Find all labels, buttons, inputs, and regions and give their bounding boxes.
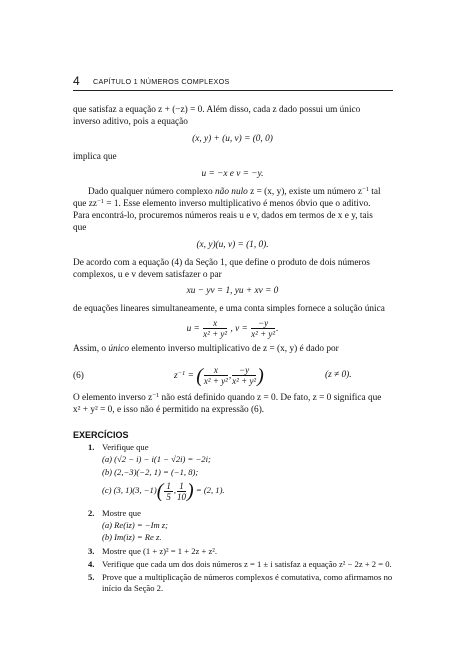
text-line: x² + y² = 0, e isso não é permitido na expressão (6). (73, 405, 265, 415)
text-line: complexos, u e v devem satisfazer o par (73, 270, 222, 280)
equation: u = −x e v = −y. (201, 169, 264, 179)
exercises-heading: EXERCÍCIOS (73, 430, 129, 440)
exercise-number: 4. (88, 559, 95, 569)
equation: xu − yv = 1, yu + xv = 0 (186, 286, 279, 296)
text-line: que satisfaz a equação z + (−z) = 0. Além disso, cada z dado possui um único (73, 105, 361, 115)
text-line: Dado qualquer número complexo não nulo z = (x, y), existe um número $z^{-1}$ tal (88, 186, 381, 197)
exercise-text: Prove que a multiplicação de números complexos é comutativa, como afirmamos no (102, 572, 393, 582)
text-line: Para encontrá-lo, procuremos números reais u e v, dados em termos de x e y, tais (73, 211, 373, 221)
exercise-text: Verifique que cada um dos dois números z = 1 ± i satisfaz a equação z² − 2z + 2 = 0. (102, 559, 392, 569)
text-line: implica que (73, 152, 117, 162)
text-line: de equações lineares simultaneamente, e uma conta simples fornece a solução única (73, 304, 385, 314)
text-line: Assim, o único elemento inverso multiplicativo de z = (x, y) é dado por (73, 344, 339, 354)
exercise-item: (b) (2,−3)(−2, 1) = (−1, 8); (102, 467, 199, 477)
text-line: que (73, 223, 87, 233)
text-line: que $zz^{-1} = 1$. Esse elemento inverso multiplicativo é menos óbvio que o aditivo. (73, 198, 371, 209)
exercise-text: Mostre que (1 + z)² = 1 + 2z + z². (102, 546, 217, 556)
equation: (x, y) + (u, v) = (0, 0) (192, 134, 273, 144)
text-line: De acordo com a equação (4) da Seção 1, que define o produto de dois números (73, 258, 370, 268)
equation: $z^{-1}$ = ( $\frac{x}{\text{x² + y²}}$ , $\frac{-y}{\text{x² + y²}}$ ) (174, 364, 264, 387)
chapter-title: CAPÍTULO 1 NÚMEROS COMPLEXOS (93, 77, 230, 86)
exercise-number: 1. (88, 442, 95, 452)
exercise-item: (a) Re(iz) = −Im z; (102, 520, 169, 530)
exercise-item: (c) (3, 1)(3, −1)( $\frac{1}{5}$ , $\frac{1}{10}$ ) = (2, 1). (102, 480, 225, 503)
running-header (73, 76, 393, 91)
exercise-number: 2. (88, 508, 95, 518)
text-line: inverso aditivo, pois a equação (73, 117, 188, 127)
page-number: 4 (73, 74, 80, 88)
equation: u = $\frac{x}{\text{x² + y²}}$ , v = $\frac{-y}{\text{x² + y²}}$ . (186, 318, 279, 340)
text-line: O elemento inverso $z^{-1}$ não está definido quando z = 0. De fato, z = 0 significa que (73, 392, 382, 403)
equation: (x, y)(u, v) = (1, 0). (196, 240, 269, 250)
exercise-number: 5. (88, 572, 95, 582)
exercise-text: início da Seção 2. (102, 583, 164, 593)
exercise-number: 3. (88, 546, 95, 556)
exercise-item: (a) (√2 − i) − i(1 − √2i) = −2i; (102, 454, 211, 464)
exercise-text: Verifique que (102, 442, 149, 452)
equation-condition: (z ≠ 0). (325, 370, 352, 380)
equation-label: (6) (73, 371, 84, 381)
exercise-text: Mostre que (102, 508, 141, 518)
exercise-item: (b) Im(iz) = Re z. (102, 532, 162, 542)
